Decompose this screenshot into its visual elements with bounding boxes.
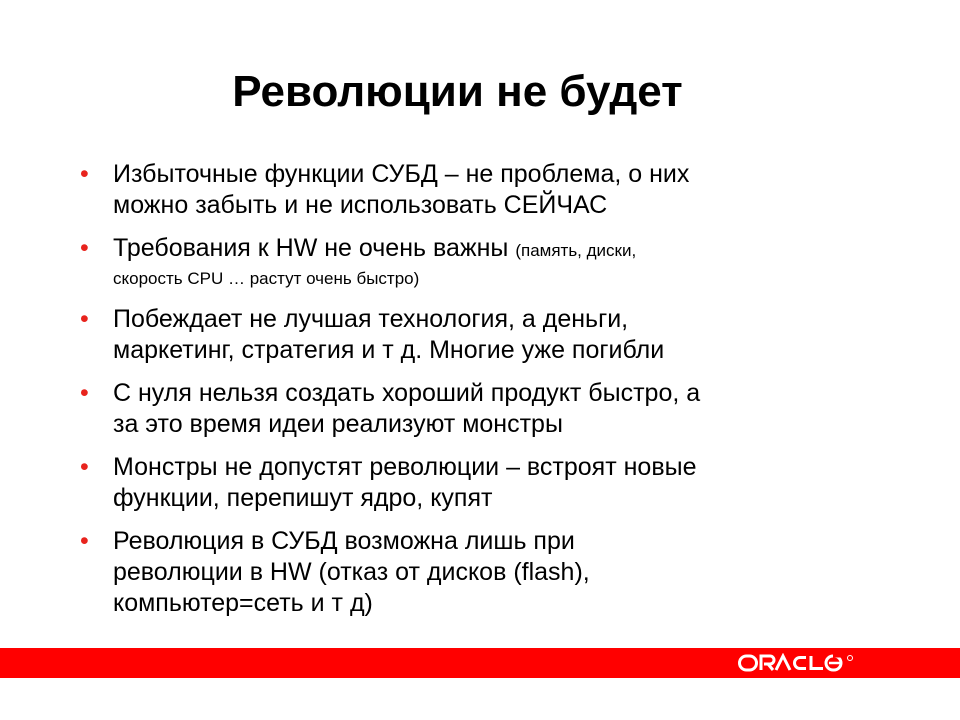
bullet-item xyxy=(80,378,900,440)
bullet-item xyxy=(80,304,900,366)
oracle-logo-text: ORACLE xyxy=(738,653,743,654)
bullet-list xyxy=(80,159,900,619)
footer-bar xyxy=(0,648,960,678)
bullet-line: Побеждает не лучшая технология, а деньги, xyxy=(113,305,629,333)
bullet-item xyxy=(80,159,900,221)
bullet-aside-line: скорость CPU … растут очень быстро) xyxy=(113,269,420,288)
bullet-line: революции в HW (отказ от дисков (flash), xyxy=(113,558,590,586)
bullet-marker: • xyxy=(80,527,89,555)
oracle-logo-icon xyxy=(738,653,856,673)
bullet-line: Монстры не допустят революции – встроят новые xyxy=(113,453,697,481)
bullet-marker: • xyxy=(80,234,89,262)
bullet-line: компьютер=сеть и т д) xyxy=(113,589,373,617)
bullet-line: за это время идеи реализуют монстры xyxy=(113,410,563,438)
bullet-line: можно забыть и не использовать СЕЙЧАС xyxy=(113,191,608,219)
bullet-marker: • xyxy=(80,305,89,333)
bullet-line: С нуля нельзя создать хороший продукт быстро, а xyxy=(113,379,701,407)
bullet-marker: • xyxy=(80,379,89,407)
slide-title: Революции не будет xyxy=(232,67,683,116)
bullet-line: Избыточные функции СУБД – не проблема, о них xyxy=(113,160,690,188)
bullet-item xyxy=(80,526,900,619)
oracle-logo xyxy=(738,653,856,673)
bullet-main-text: Требования к HW не очень важны xyxy=(113,234,516,262)
bullet-line: маркетинг, стратегия и т д. Многие уже погибли xyxy=(113,336,665,364)
bullet-marker: • xyxy=(80,160,89,188)
bullet-line: функции, перепишут ядро, купят xyxy=(113,484,493,512)
bullet-item xyxy=(80,233,900,292)
bullet-line: Революция в СУБД возможна лишь при xyxy=(113,527,575,555)
bullet-line xyxy=(113,233,900,266)
bullet-marker: • xyxy=(80,453,89,481)
bullet-aside-text: (память, диски, xyxy=(515,241,637,260)
bullet-item xyxy=(80,452,900,514)
